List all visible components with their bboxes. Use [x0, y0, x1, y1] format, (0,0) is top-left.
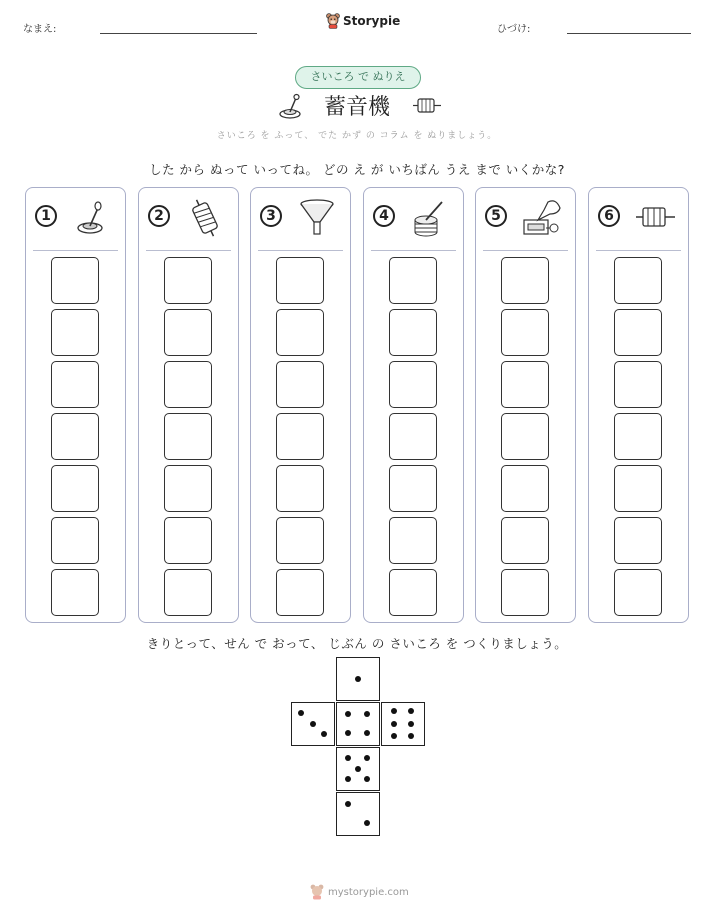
- funnel-horn-icon: [295, 198, 341, 238]
- dice-pip: [391, 708, 397, 714]
- record-stack-icon: [408, 198, 454, 238]
- coloring-cell[interactable]: [389, 361, 437, 408]
- coloring-cell[interactable]: [51, 257, 99, 304]
- column-2: [138, 187, 239, 623]
- coloring-cell[interactable]: [501, 569, 549, 616]
- coloring-cell[interactable]: [614, 309, 662, 356]
- dice-face-2: [336, 792, 380, 836]
- name-line[interactable]: [100, 33, 257, 34]
- coloring-cell[interactable]: [389, 257, 437, 304]
- coloring-cell[interactable]: [276, 569, 324, 616]
- coloring-cell[interactable]: [501, 465, 549, 512]
- column-4: [363, 187, 464, 623]
- column-divider: [371, 250, 456, 251]
- dice-pip: [391, 733, 397, 739]
- activity-badge: さいころ で ぬりえ: [295, 66, 421, 89]
- date-line[interactable]: [567, 33, 691, 34]
- dice-net: [290, 656, 426, 836]
- coloring-cell[interactable]: [164, 361, 212, 408]
- dice-pip: [408, 721, 414, 727]
- coloring-cell[interactable]: [276, 465, 324, 512]
- dice-instruction: きりとって、せん で おって、 じぶん の さいころ を つくりましょう。: [146, 636, 568, 651]
- dice-face-4: [336, 702, 380, 746]
- dice-pip: [345, 711, 351, 717]
- cylinder-roller-title-icon: [412, 95, 442, 117]
- coloring-cell[interactable]: [51, 361, 99, 408]
- dice-pip: [355, 676, 361, 682]
- coloring-cell[interactable]: [614, 257, 662, 304]
- page-subtitle: さいころ を ふって、 でた かず の コラム を ぬりましょう。: [216, 131, 498, 141]
- dice-pip: [364, 755, 370, 761]
- coloring-cell[interactable]: [276, 517, 324, 564]
- dice-pip: [345, 755, 351, 761]
- name-label: なまえ:: [23, 24, 57, 35]
- coloring-cell[interactable]: [389, 517, 437, 564]
- coloring-cell[interactable]: [501, 309, 549, 356]
- dice-pip: [345, 730, 351, 736]
- column-3: [250, 187, 351, 623]
- page-title: 蓄音機: [323, 95, 390, 120]
- column-divider: [258, 250, 343, 251]
- column-divider: [146, 250, 231, 251]
- column-header: [139, 188, 238, 250]
- dice-pip: [345, 801, 351, 807]
- coloring-cell[interactable]: [389, 309, 437, 356]
- dice-pip: [391, 721, 397, 727]
- coloring-cell[interactable]: [614, 569, 662, 616]
- column-5: [475, 187, 576, 623]
- footer: [310, 884, 409, 900]
- column-header: [251, 188, 350, 250]
- hand-crank-icon: [70, 198, 116, 238]
- coloring-cell[interactable]: [276, 413, 324, 460]
- coloring-cell[interactable]: [164, 257, 212, 304]
- column-header: [364, 188, 463, 250]
- dice-pip: [321, 731, 327, 737]
- column-header: [476, 188, 575, 250]
- coloring-cell[interactable]: [501, 413, 549, 460]
- coloring-cell[interactable]: [276, 361, 324, 408]
- coloring-cell[interactable]: [389, 569, 437, 616]
- column-number: 2: [148, 205, 170, 227]
- coloring-cell[interactable]: [501, 517, 549, 564]
- dice-pip: [364, 711, 370, 717]
- coloring-cell[interactable]: [51, 413, 99, 460]
- dice-face-3: [291, 702, 335, 746]
- dice-face-1: [336, 657, 380, 701]
- dice-pip: [364, 776, 370, 782]
- brand-name: Storypie: [343, 14, 401, 28]
- column-number: 6: [598, 205, 620, 227]
- coloring-cell[interactable]: [164, 465, 212, 512]
- coloring-cell[interactable]: [501, 257, 549, 304]
- cylinder-roller-icon: [633, 198, 679, 238]
- column-header: [26, 188, 125, 250]
- column-divider: [596, 250, 681, 251]
- dice-pip: [364, 730, 370, 736]
- dice-pip: [345, 776, 351, 782]
- coloring-instruction: した から ぬって いってね。 どの え が いちばん うえ まで いくかな?: [149, 162, 565, 177]
- coloring-cell[interactable]: [276, 257, 324, 304]
- dice-pip: [310, 721, 316, 727]
- bear-mascot-icon: [326, 13, 340, 29]
- dice-pip: [408, 733, 414, 739]
- coloring-cell[interactable]: [164, 309, 212, 356]
- coloring-cell[interactable]: [51, 569, 99, 616]
- coloring-cell[interactable]: [164, 517, 212, 564]
- column-6: [588, 187, 689, 623]
- column-number: 4: [373, 205, 395, 227]
- date-label: ひづけ:: [497, 24, 531, 35]
- dice-pip: [355, 766, 361, 772]
- coloring-cell[interactable]: [614, 361, 662, 408]
- coloring-cell[interactable]: [51, 309, 99, 356]
- coloring-cell[interactable]: [51, 517, 99, 564]
- bear-footer-icon: [310, 884, 324, 900]
- dice-face-5: [336, 747, 380, 791]
- column-1: [25, 187, 126, 623]
- coloring-cell[interactable]: [389, 465, 437, 512]
- column-divider: [33, 250, 118, 251]
- coloring-cell[interactable]: [51, 465, 99, 512]
- coloring-cell[interactable]: [389, 413, 437, 460]
- coloring-cell[interactable]: [614, 517, 662, 564]
- coloring-cell[interactable]: [164, 413, 212, 460]
- dice-pip: [298, 710, 304, 716]
- column-number: 1: [35, 205, 57, 227]
- coloring-cell[interactable]: [501, 361, 549, 408]
- coloring-cell[interactable]: [164, 569, 212, 616]
- dice-pip: [364, 820, 370, 826]
- dice-pip: [408, 708, 414, 714]
- coloring-cell[interactable]: [276, 309, 324, 356]
- column-header: [589, 188, 688, 250]
- column-divider: [483, 250, 568, 251]
- gramophone-icon: [520, 198, 566, 238]
- spring-coil-icon: [183, 198, 229, 238]
- dice-face-6: [381, 702, 425, 746]
- hand-crank-title-icon: [276, 92, 306, 120]
- brand-logo: [326, 13, 400, 29]
- coloring-cell[interactable]: [614, 465, 662, 512]
- column-number: 3: [260, 205, 282, 227]
- column-number: 5: [485, 205, 507, 227]
- coloring-cell[interactable]: [614, 413, 662, 460]
- footer-url[interactable]: mystorypie.com: [328, 886, 409, 898]
